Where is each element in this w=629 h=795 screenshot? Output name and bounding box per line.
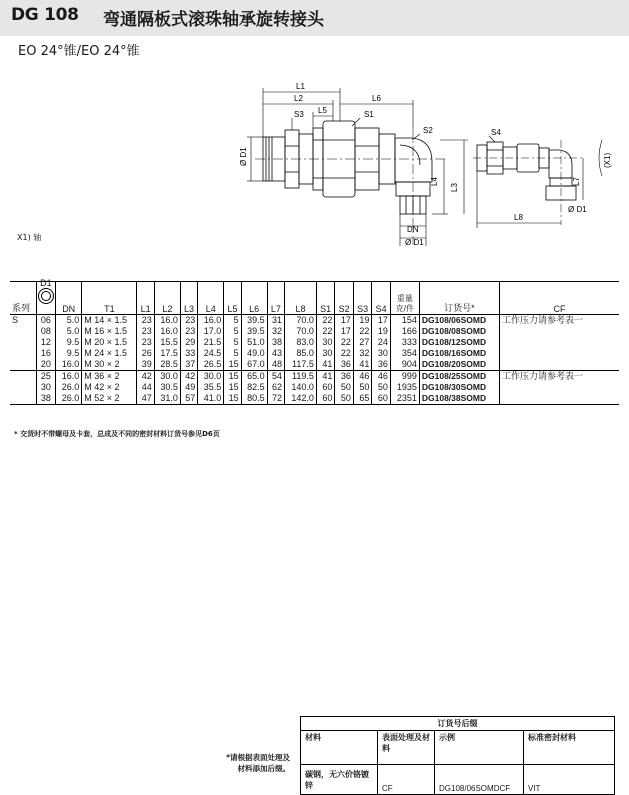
cell-s3: 46: [353, 371, 372, 383]
cell-l4: 41.0: [198, 393, 224, 405]
cell-order: DG108/16SOMD: [419, 348, 499, 359]
cell-s4: 46: [372, 371, 391, 383]
cell-order: DG108/20SOMD: [419, 359, 499, 371]
cell-s1: 30: [316, 337, 335, 348]
cell-d1: 38: [36, 393, 56, 405]
cell-series: [10, 337, 36, 348]
main-dimensions: [247, 88, 468, 246]
cell-cf: [500, 393, 620, 405]
cell-d1: 30: [36, 382, 56, 393]
cell-example: DG108/06SOMDCF: [435, 765, 524, 795]
cell-series: [10, 348, 36, 359]
cell-series: [10, 393, 36, 405]
cell-dn: 5.0: [56, 326, 82, 337]
cell-l4: 30.0: [198, 371, 224, 383]
cell-s2: 22: [335, 348, 354, 359]
cell-s2: 17: [335, 326, 354, 337]
cell-l2: 15.5: [154, 337, 180, 348]
col-cf: CF: [500, 282, 620, 315]
cell-l6: 39.5: [241, 315, 267, 327]
cell-l5: 5: [224, 315, 241, 327]
col-s2: S2: [335, 282, 354, 315]
cell-l7: 72: [267, 393, 284, 405]
cell-t1: M 42 × 2: [82, 382, 137, 393]
cell-s3: 19: [353, 315, 372, 327]
spec-table: [10, 278, 619, 405]
cell-l2: 30.0: [154, 371, 180, 383]
order-suffix-table: [300, 716, 615, 795]
cell-l7: 54: [267, 371, 284, 383]
cell-l6: 65.0: [241, 371, 267, 383]
cell-l4: 35.5: [198, 382, 224, 393]
col-l2: L2: [154, 282, 180, 315]
technical-drawing: [0, 70, 629, 250]
cell-l7: 38: [267, 337, 284, 348]
cell-cf: 工作压力请参考表一: [500, 315, 620, 327]
axis-note: X1) 轴: [17, 233, 42, 242]
col-l5: L5: [224, 282, 241, 315]
cell-series: [10, 326, 36, 337]
cell-s1: 30: [316, 348, 335, 359]
cell-seal: VIT: [524, 765, 615, 795]
cell-l3: 49: [180, 382, 197, 393]
label-L1: L1: [296, 82, 305, 91]
table-row: [10, 348, 619, 359]
cell-s4: 17: [372, 315, 391, 327]
cell-l6: 51.0: [241, 337, 267, 348]
cell-series: [10, 371, 36, 383]
cell-s3: 50: [353, 382, 372, 393]
cell-dn: 26.0: [56, 382, 82, 393]
label-L8: L8: [514, 213, 523, 222]
cell-l8: 85.0: [285, 348, 317, 359]
label-L3: L3: [450, 183, 459, 192]
page-header: [0, 0, 629, 36]
label-L7: L7: [572, 177, 581, 186]
table-row: [10, 315, 619, 327]
cell-s4: 50: [372, 382, 391, 393]
col-l4: L4: [198, 282, 224, 315]
cell-l7: 48: [267, 359, 284, 371]
cell-l7: 31: [267, 315, 284, 327]
cell-l3: 57: [180, 393, 197, 405]
cell-s3: 65: [353, 393, 372, 405]
col-l6: L6: [241, 282, 267, 315]
cell-l1: 26: [137, 348, 154, 359]
cell-l5: 15: [224, 371, 241, 383]
label-X1: (X1): [603, 152, 612, 168]
cell-dn: 16.0: [56, 371, 82, 383]
label-S2: S2: [423, 126, 433, 135]
cell-l4: 26.5: [198, 359, 224, 371]
cell-l5: 5: [224, 348, 241, 359]
cell-s2: 17: [335, 315, 354, 327]
cell-dn: 26.0: [56, 393, 82, 405]
cell-dn: 5.0: [56, 315, 82, 327]
label-D1-left: Ø D1: [239, 147, 248, 166]
cell-l5: 5: [224, 326, 241, 337]
order-suffix-title: 订货号后缀: [301, 717, 615, 731]
cell-d1: 20: [36, 359, 56, 371]
product-code: DG 108: [11, 5, 79, 25]
product-subtitle: EO 24°锥/EO 24°锥: [18, 44, 140, 59]
hdr-seal: 标准密封材料: [524, 731, 615, 765]
col-l7: L7: [267, 282, 284, 315]
cell-l2: 16.0: [154, 326, 180, 337]
cell-weight: 333: [390, 337, 419, 348]
cell-l8: 142.0: [285, 393, 317, 405]
cell-l1: 23: [137, 315, 154, 327]
cell-l6: 49.0: [241, 348, 267, 359]
cell-s1: 22: [316, 315, 335, 327]
cell-l1: 47: [137, 393, 154, 405]
cell-l4: 24.5: [198, 348, 224, 359]
cell-l7: 62: [267, 382, 284, 393]
cell-s2: 50: [335, 382, 354, 393]
cell-s4: 19: [372, 326, 391, 337]
hdr-material: 材料: [301, 731, 378, 765]
cell-l1: 23: [137, 326, 154, 337]
cell-series: S: [12, 315, 19, 325]
product-title: 弯通隔板式滚珠轴承旋转接头: [103, 10, 324, 30]
cell-series: [10, 359, 36, 371]
cell-l6: 39.5: [241, 326, 267, 337]
label-L6: L6: [372, 94, 381, 103]
cell-d1: 06: [36, 315, 56, 327]
assembly-view-drawing: [473, 136, 602, 228]
cell-s4: 24: [372, 337, 391, 348]
cell-l5: 15: [224, 359, 241, 371]
cell-weight: 2351: [390, 393, 419, 405]
table-row: [10, 382, 619, 393]
label-L5: L5: [318, 106, 327, 115]
cell-l3: 37: [180, 359, 197, 371]
cell-order: DG108/30SOMD: [419, 382, 499, 393]
cell-cf: [500, 359, 620, 371]
cell-order: DG108/25SOMD: [419, 371, 499, 383]
cell-dn: 9.5: [56, 337, 82, 348]
col-dn: DN: [56, 282, 82, 315]
cell-weight: 1935: [390, 382, 419, 393]
table-row: [10, 371, 619, 383]
cell-d1: 16: [36, 348, 56, 359]
cell-l2: 17.5: [154, 348, 180, 359]
cell-l6: 82.5: [241, 382, 267, 393]
cell-s2: 36: [335, 359, 354, 371]
label-S3: S3: [294, 110, 304, 119]
label-D1-bottom: Ø D1: [405, 238, 424, 247]
hdr-surface: 表面处理及材料: [378, 731, 435, 765]
cell-l5: 15: [224, 382, 241, 393]
cell-l8: 83.0: [285, 337, 317, 348]
cell-l3: 33: [180, 348, 197, 359]
cell-weight: 166: [390, 326, 419, 337]
cell-t1: M 52 × 2: [82, 393, 137, 405]
table-row: [10, 326, 619, 337]
cell-l3: 23: [180, 326, 197, 337]
col-l8: L8: [285, 282, 317, 315]
cell-order: DG108/06SOMD: [419, 315, 499, 327]
hdr-example: 示例: [435, 731, 524, 765]
cell-l7: 43: [267, 348, 284, 359]
cell-l1: 23: [137, 337, 154, 348]
cell-l1: 44: [137, 382, 154, 393]
col-s3: S3: [353, 282, 372, 315]
cell-s3: 22: [353, 326, 372, 337]
cell-surface: CF: [378, 765, 435, 795]
cell-l1: 39: [137, 359, 154, 371]
cell-dn: 16.0: [56, 359, 82, 371]
cell-t1: M 30 × 2: [82, 359, 137, 371]
cell-weight: 154: [390, 315, 419, 327]
cell-l2: 28.5: [154, 359, 180, 371]
cell-material: 碳钢，无六价铬镀锌: [301, 765, 378, 795]
cell-d1: 12: [36, 337, 56, 348]
col-weight: 重量 克/件: [390, 282, 419, 315]
col-s4: S4: [372, 282, 391, 315]
cell-l7: 32: [267, 326, 284, 337]
col-series: 系列: [10, 282, 36, 315]
cell-order: DG108/12SOMD: [419, 337, 499, 348]
cell-s1: 41: [316, 359, 335, 371]
table-row: [10, 337, 619, 348]
cell-l3: 23: [180, 315, 197, 327]
cell-weight: 999: [390, 371, 419, 383]
cell-s1: 60: [316, 393, 335, 405]
cell-s4: 30: [372, 348, 391, 359]
cell-cf: 工作压力请参考表一: [500, 371, 620, 383]
cell-t1: M 36 × 2: [82, 371, 137, 383]
cell-l1: 42: [137, 371, 154, 383]
table-row: [10, 359, 619, 371]
col-t1: T1: [82, 282, 137, 315]
cell-l3: 42: [180, 371, 197, 383]
cell-l8: 117.5: [285, 359, 317, 371]
cell-t1: M 16 × 1.5: [82, 326, 137, 337]
tube-icon: [38, 288, 54, 304]
label-S4: S4: [491, 128, 501, 137]
cell-s1: 60: [316, 382, 335, 393]
cell-t1: M 20 × 1.5: [82, 337, 137, 348]
cell-s2: 22: [335, 337, 354, 348]
cell-l8: 119.5: [285, 371, 317, 383]
cell-d1: 08: [36, 326, 56, 337]
cell-l8: 70.0: [285, 315, 317, 327]
label-L4: L4: [430, 177, 439, 186]
footnote: * 交货时不带螺母及卡套，总成及不同的密封材料订货号参见D6页: [14, 430, 220, 438]
cell-l2: 16.0: [154, 315, 180, 327]
cell-l3: 29: [180, 337, 197, 348]
cell-l6: 67.0: [241, 359, 267, 371]
cell-cf: [500, 326, 620, 337]
cell-s4: 60: [372, 393, 391, 405]
cell-s3: 41: [353, 359, 372, 371]
cell-cf: [500, 337, 620, 348]
cell-t1: M 24 × 1.5: [82, 348, 137, 359]
cell-dn: 9.5: [56, 348, 82, 359]
cell-l8: 140.0: [285, 382, 317, 393]
cell-s3: 27: [353, 337, 372, 348]
cell-order: DG108/08SOMD: [419, 326, 499, 337]
cell-weight: 354: [390, 348, 419, 359]
label-S1: S1: [364, 110, 374, 119]
col-s1: S1: [316, 282, 335, 315]
cell-series: [10, 382, 36, 393]
cell-d1: 25: [36, 371, 56, 383]
label-D1-small: Ø D1: [568, 205, 587, 214]
col-l3: L3: [180, 282, 197, 315]
cell-l5: 15: [224, 393, 241, 405]
cell-weight: 904: [390, 359, 419, 371]
col-l1: L1: [137, 282, 154, 315]
cell-l4: 16.0: [198, 315, 224, 327]
cell-l4: 21.5: [198, 337, 224, 348]
cell-s2: 50: [335, 393, 354, 405]
cell-l4: 17.0: [198, 326, 224, 337]
cell-s1: 41: [316, 371, 335, 383]
cell-l8: 70.0: [285, 326, 317, 337]
cell-l5: 5: [224, 337, 241, 348]
label-L2: L2: [294, 94, 303, 103]
cell-l6: 80.5: [241, 393, 267, 405]
order-note: *请根据表面处理及材料添加后缀。: [226, 753, 290, 773]
cell-l2: 30.5: [154, 382, 180, 393]
cell-s3: 32: [353, 348, 372, 359]
cell-cf: [500, 382, 620, 393]
cell-s2: 36: [335, 371, 354, 383]
table-row: [10, 393, 619, 405]
cell-cf: [500, 348, 620, 359]
cell-s1: 22: [316, 326, 335, 337]
col-order: 订货号*: [419, 282, 499, 315]
cell-l2: 31.0: [154, 393, 180, 405]
col-d1: D1: [36, 282, 56, 315]
cell-order: DG108/38SOMD: [419, 393, 499, 405]
cell-s4: 36: [372, 359, 391, 371]
label-DN: DN: [407, 225, 419, 234]
cell-t1: M 14 × 1.5: [82, 315, 137, 327]
